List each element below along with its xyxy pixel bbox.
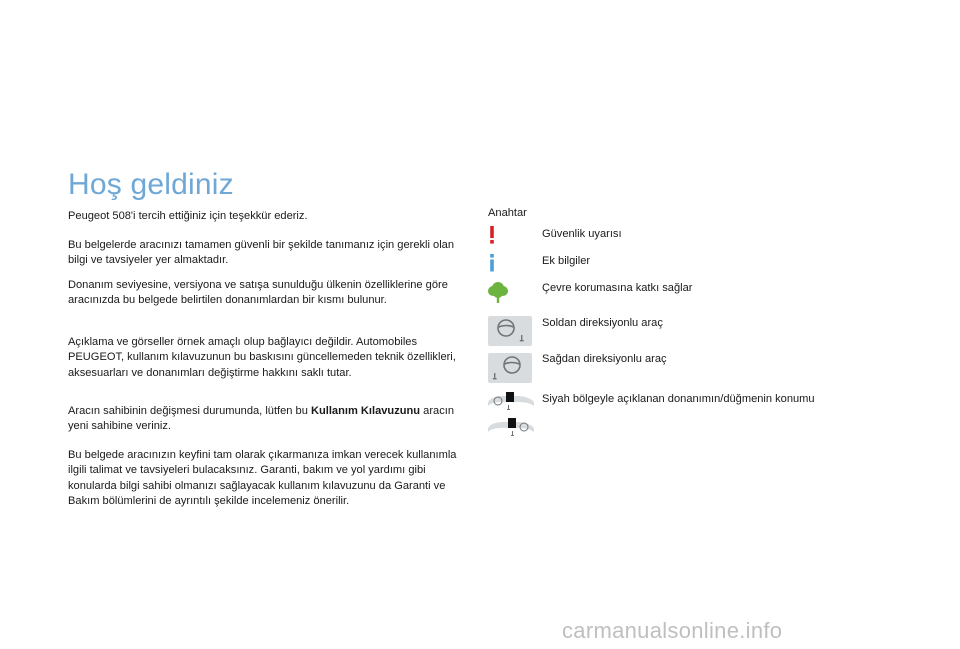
disclaimer-paragraph: Açıklama ve görseller örnek amaçlı olup bağlayıcı değildir. Automobiles PEUGEOT, kullanım kılavuzunun bu baskısını güncellemeden teknik özellikleri, aksesuarları ve donanımları değiştirme hakkını saklı tutar.: [68, 336, 456, 379]
right-hand-drive-icon: [488, 353, 532, 383]
warning-exclamation-icon: [486, 226, 498, 244]
legend-item-info-label: Ek bilgiler: [542, 255, 591, 267]
equipment-location-icon: [488, 392, 534, 414]
legend-item-eco-label: Çevre korumasına katkı sağlar: [542, 282, 693, 294]
legend-heading: Anahtar: [488, 207, 527, 219]
watermark-text: carmanualsonline.info: [562, 618, 783, 643]
info-i-icon: [486, 254, 498, 272]
equipment-variation-paragraph: Donanım seviyesine, versiyona ve satışa sunulduğu ülkenin özelliklerine göre aracınızda bu belgede belirtilen donanımlardan bir kısmı bulunur.: [68, 279, 448, 307]
tree-icon: [486, 280, 510, 304]
intro-safety-paragraph: Bu belgelerde aracınızı tamamen güvenli bir şekilde tanımanız için gerekli olan bilgi ve tavsiyeler yer almaktadır.: [68, 239, 455, 267]
guidance-paragraph: Bu belgede aracınızın keyfini tam olarak çıkarmanıza imkan verecek kullanımla ilgili talimat ve tavsiyeleri bulacaksınız. Garanti, bakım ve yol yardımı gibi konularda bilgi sahibi olmanızı sağlayacak kullanım kılavuzunu da Garanti ve Bakım bölümlerini de ayrıntılı şekilde incelemeniz önerilir.: [68, 449, 457, 508]
ownership-text-start: Aracın sahibinin değişmesi durumunda, lütfen bu: [68, 405, 311, 417]
ownership-change-paragraph: [68, 404, 460, 435]
page-title: Hoş geldiniz: [68, 168, 234, 201]
legend-item-lhd-label: Soldan direksiyonlu araç: [542, 317, 663, 329]
equipment-location-rhd-icon: [488, 418, 534, 440]
legend-item-rhd-label: Sağdan direksiyonlu araç: [542, 353, 667, 365]
legend-item-location-label: Siyah bölgeyle açıklanan donanımın/düğmenin konumu: [542, 393, 815, 405]
ownership-text-end: aracın yeni sahibine veriniz.: [68, 405, 455, 433]
intro-thanks-paragraph: Peugeot 508'i tercih ettiğiniz için teşekkür ederiz.: [68, 210, 308, 222]
legend-item-warning-label: Güvenlik uyarısı: [542, 228, 622, 240]
left-hand-drive-icon: [488, 316, 532, 346]
owner-manual-emphasis: Kullanım Kılavuzunu: [310, 405, 421, 417]
